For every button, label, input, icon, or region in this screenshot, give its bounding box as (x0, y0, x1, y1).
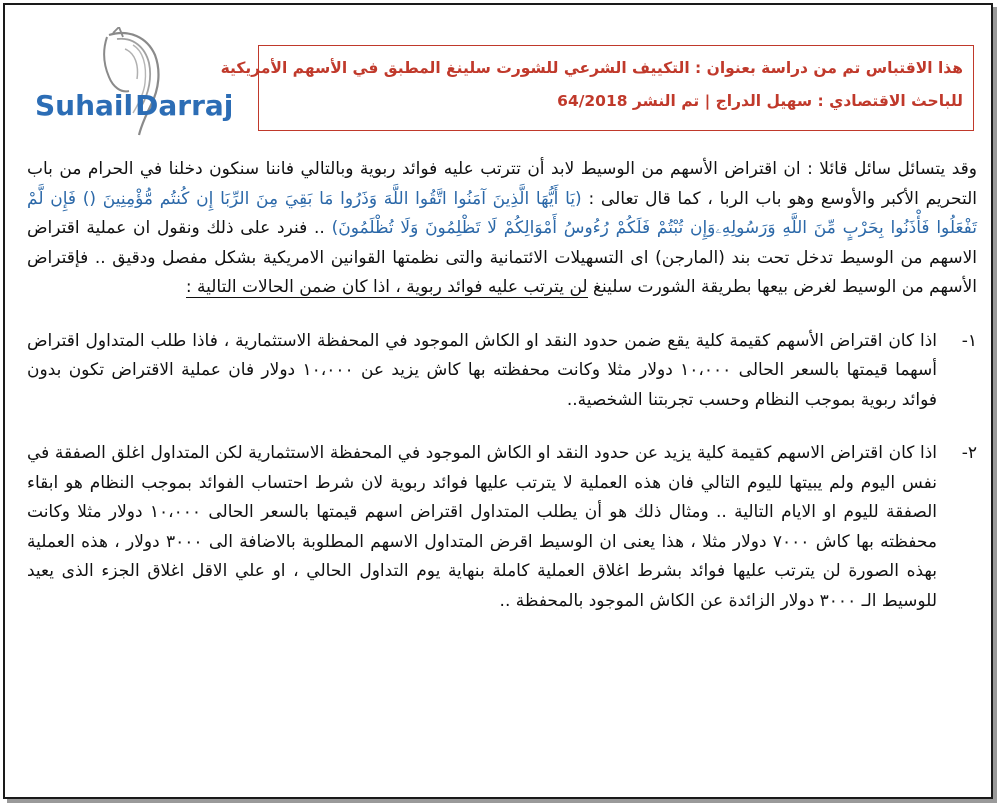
logo (29, 27, 249, 147)
list-item-number: ٢- (961, 443, 977, 463)
logo-text (35, 89, 233, 122)
intro-paragraph (27, 155, 977, 303)
intro-underlined: لن يترتب عليه فوائد ربوية ، اذا كان ضمن الحالات التالية : (185, 277, 588, 297)
citation-line-1: هذا الاقتباس تم من دراسة بعنوان : التكييف الشرعي للشورت سلينغ المطبق في الأسهم الأمريكية (220, 59, 963, 77)
list-item (27, 327, 977, 416)
intro-text-2: .. فنرد على ذلك ونقول ان عملية اقتراض الاسهم من الوسيط تدخل تحت بند (المارجن) اى التسهيلات الائتمانية والتى نظمتها القوانين الامريكية بشكل مفصل ودقيق .. فإقتراض الأسهم من الوسيط لغرض بيعها بطريقة الشورت سلينغ (27, 218, 977, 297)
citation-box (220, 45, 974, 131)
citation-line-2: للباحث الاقتصادي : سهيل الدراج | تم النشر 64/2018 (557, 92, 963, 110)
intro-text-1: وقد يتسائل سائل قائلا : ان اقتراض الأسهم من الوسيط لابد أن تترتب عليه فوائد ربوية وبالتالي فاننا سنكون دخلنا في الحرام من باب التحريم الأكبر والأوسع وهو باب الربا ، كما قال تعالى : (27, 159, 977, 209)
document-frame (3, 3, 993, 799)
list-item (27, 439, 977, 616)
list-item-text: اذا كان اقتراض الأسهم كقيمة كلية يقع ضمن حدود النقد او الكاش الموجود في المحفظة الاستثمارية ، فاذا طلب المتداول اقتراض أسهما قيمتها بالسعر الحالى ١٠،٠٠٠ دولار مثلا وكانت محفظته بها كاش يزيد عن ١٠،٠٠٠ دولار فان عملية الاقتراض تكون بدون فوائد ربوية بموجب النظام وحسب تجربتنا الشخصية.. (27, 330, 937, 410)
list-item-text: اذا كان اقتراض الاسهم كقيمة كلية يزيد عن حدود النقد او الكاش الموجود في المحفظة الاستثمارية لكن المتداول اغلق الصفقة في نفس اليوم ولم يبيتها لليوم التالي فان هذه العملية لا يترتب عليها فوائد ربوية لان شرط احتساب الفوائد بموجب النظام هو ابقاء الصفقة لليوم او الايام التالية .. ومثال ذلك هو أن يطلب المتداول اقتراض اسهم قيمتها بالسعر الحالى ١٠،٠٠٠ دولار مثلا وكانت محفظته بها كاش ٧٠٠٠ دولار مثلا ، هذا يعنى ان الوسيط اقرض المتداول الاسهم المطلوبة بالاضافة الى ٣٠٠٠ دولار ، هذه العملية بهذه الصورة لن يترتب عليها فوائد بشرط اغلاق العملية كاملة بنهاية يوم التداول الحالي ، او علي الاقل اغلاق الجزء الذى يعيد للوسيط الـ ٣٠٠٠ دولار الزائدة عن الكاش الموجود بالمحفظة .. (27, 443, 937, 611)
logo-name-part2: Darraj (135, 89, 234, 122)
quran-quote: (يَا أَيُّهَا الَّذِينَ آمَنُوا اتَّقُوا اللَّهَ وَذَرُوا مَا بَقِيَ مِنَ الرِّبَا إِن كُنتُم مُّؤْمِنِينَ () فَإِن لَّمْ تَفْعَلُوا فَأْذَنُوا بِحَرْبٍ مِّنَ اللَّهِ وَرَسُولِهِۦوَإِن تُبْتُمْ فَلَكُمْ رُءُوسُ أَمْوَالِكُمْ لَا تَظْلِمُونَ وَلَا تُظْلَمُونَ) (27, 188, 978, 238)
article-body (27, 155, 977, 616)
logo-name-part1: Suhail (35, 89, 134, 122)
list-item-number: ١- (961, 330, 977, 351)
